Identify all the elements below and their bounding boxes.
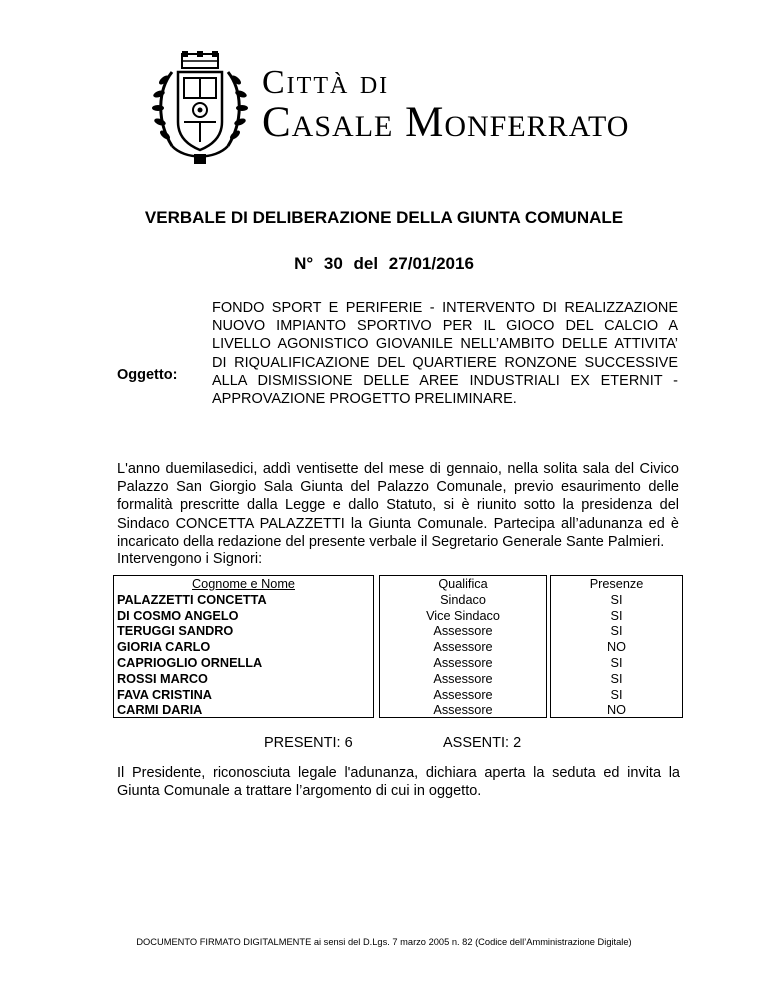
name-column	[113, 575, 374, 718]
document-number: N° 30 del 27/01/2016	[294, 254, 474, 273]
member-presence: SI	[610, 608, 623, 623]
member-role: Assessore	[433, 655, 493, 670]
member-presence: SI	[610, 592, 623, 607]
members-table	[113, 575, 683, 718]
member-name: ROSSI MARCO	[117, 671, 208, 686]
member-presence: SI	[610, 687, 623, 702]
role-column	[379, 575, 547, 718]
member-presence: SI	[610, 655, 623, 670]
member-name: CAPRIOGLIO ORNELLA	[117, 655, 263, 670]
member-name: TERUGGI SANDRO	[117, 624, 234, 639]
member-role: Assessore	[433, 640, 493, 655]
absent-count: ASSENTI: 2	[443, 735, 522, 751]
present-count: PRESENTI: 6	[264, 735, 353, 751]
city-name-line2: Casale Monferrato	[262, 99, 630, 146]
member-role: Assessore	[433, 624, 493, 639]
closing-paragraph: Il Presidente, riconosciuta legale l'adunanza, dichiara aperta la seduta ed invita la Giunta Comunale a trattare l’argomento di cui in oggetto.	[117, 765, 680, 800]
presence-column-header: Presenze	[589, 577, 644, 591]
digital-signature-note: DOCUMENTO FIRMATO DIGITALMENTE ai sensi del D.Lgs. 7 marzo 2005 n. 82 (Codice dell’Amministrazione Digitale)	[136, 937, 632, 947]
subject-label: Oggetto:	[117, 367, 178, 383]
member-name: PALAZZETTI CONCETTA	[117, 592, 267, 607]
member-presence: NO	[606, 640, 627, 655]
attendees-intro: Intervengono i Signori:	[117, 551, 263, 567]
document-title: VERBALE DI DELIBERAZIONE DELLA GIUNTA COMUNALE	[144, 208, 624, 227]
city-crest-logo	[150, 50, 250, 168]
role-column-header: Qualifica	[438, 577, 488, 591]
name-column-header: Cognome e Nome	[192, 577, 295, 591]
member-name: FAVA CRISTINA	[117, 687, 212, 702]
city-name-line1: Città di	[262, 64, 390, 101]
member-presence: NO	[606, 703, 627, 718]
member-name: GIORIA CARLO	[117, 640, 211, 655]
member-name: CARMI DARIA	[117, 703, 203, 718]
subject-text: FONDO SPORT E PERIFERIE - INTERVENTO DI REALIZZAZIONE NUOVO IMPIANTO SPORTIVO PER IL GIOCO DEL CALCIO A LIVELLO AGONISTICO GIOVANILE NELL’AMBITO DELLE ATTIVITA’ DI RIQUALIFICAZIONE DEL QUARTIERE RONZONE SUCCESSIVE ALLA DISMISSIONE DELLE AREE INDUSTRIALI EX ETERNIT - APPROVAZIONE PROGETTO PRELIMINARE.	[212, 300, 678, 408]
member-role: Sindaco	[440, 592, 486, 607]
member-role: Vice Sindaco	[426, 608, 500, 623]
intro-paragraph: L'anno duemilasedici, addì ventisette del mese di gennaio, nella solita sala del Civico Palazzo San Giorgio Sala Giunta del Palazzo Comunale, previo esaurimento delle formalità prescritte dalla Legge e dallo Statuto, si è riunito sotto la presidenza del Sindaco CONCETTA PALAZZETTI la Giunta Comunale. Partecipa all’adunanza ed è incaricato della redazione del presente verbale il Segretario Generale Sante Palmieri.	[117, 461, 679, 550]
presence-column	[550, 575, 683, 718]
member-role: Assessore	[433, 671, 493, 686]
member-role: Assessore	[433, 703, 493, 718]
member-presence: SI	[610, 624, 623, 639]
member-role: Assessore	[433, 687, 493, 702]
member-name: DI COSMO ANGELO	[117, 608, 239, 623]
member-presence: SI	[610, 671, 623, 686]
